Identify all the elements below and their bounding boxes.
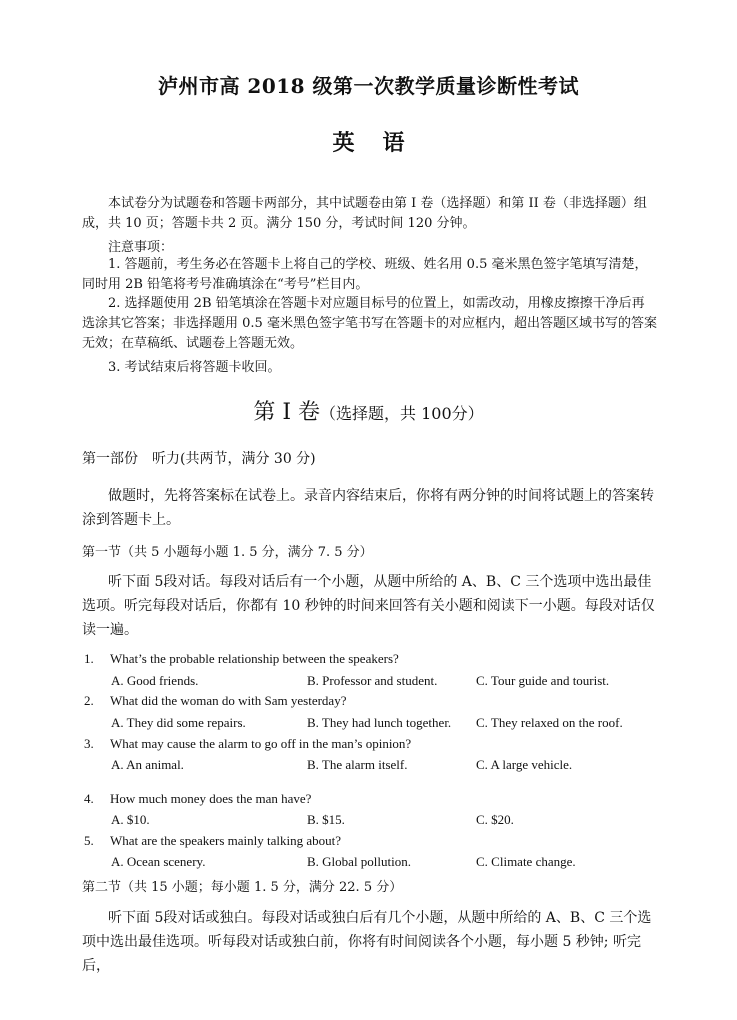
option-b: B. The alarm itself. (307, 757, 408, 772)
question-number: 2. (84, 693, 94, 708)
option-a: A. $10. (111, 812, 150, 827)
option-a: A. An animal. (111, 757, 184, 772)
question-number: 1. (84, 651, 94, 666)
question-text: What may cause the alarm to go off in the man’s opinion? (110, 736, 412, 751)
option-b: B. Global pollution. (307, 854, 411, 869)
option-a: A. Good friends. (111, 673, 199, 688)
option-b: B. Professor and student. (307, 673, 438, 688)
section2-title: 第二节（共 15 小题；每小题 1. 5 分，满分 22. 5 分） (82, 880, 403, 895)
option-c: C. They relaxed on the roof. (476, 715, 623, 730)
part-title: 第一部份 听力(共两节，满分 30 分) (82, 451, 316, 467)
option-c: C. Climate change. (476, 854, 576, 869)
notice-label: 注意事项： (108, 240, 174, 255)
notice-item-2: 2. 选择题使用 2B 铅笔填涂在答题卡对应题目标号的位置上，如需改动，用橡皮擦擦干净后再选涂其它答案；非选择题用 0.5 毫米黑色签字笔书写在答题卡的对应框内，超出答题区域书写的答案无效；在草稿纸、试题卷上答题无效。 (82, 296, 657, 351)
notice-item-3: 3. 考试结束后将答题卡收回。 (108, 360, 281, 375)
option-b: B. $15. (307, 812, 345, 827)
section1-title: 第一节（共 5 小题每小题 1. 5 分，满分 7. 5 分） (82, 545, 373, 560)
question-text: What did the woman do with Sam yesterday? (110, 693, 347, 708)
section-title (0, 395, 737, 426)
subject-heading: 英语 (332, 130, 433, 156)
option-a: A. They did some repairs. (111, 715, 246, 730)
question-text: How much money does the man have? (110, 791, 312, 806)
section-title-main: 第 I 卷 (253, 400, 321, 425)
question-number: 3. (84, 736, 94, 751)
section-title-sub: （选择题，共 100分） (320, 404, 484, 423)
question-text: What are the speakers mainly talking about? (110, 833, 342, 848)
option-c: C. $20. (476, 812, 514, 827)
section2-instruction: 听下面 5段对话或独白。每段对话或独白后有几个小题，从题中所给的 A、B、C 三个选项中选出最佳选项。听每段对话或独白前，你将有时间阅读各个小题，每小题 5 秒钟; 听完后， (82, 910, 652, 974)
question-text: What’s the probable relationship between the speakers? (110, 651, 399, 666)
option-a: A. Ocean scenery. (111, 854, 206, 869)
intro-paragraph: 本试卷分为试题卷和答题卡两部分，其中试题卷由第 I 卷（选择题）和第 II 卷（非选择题）组成，共 10 页；答题卡共 2 页。满分 150 分，考试时间 120 分钟。 (82, 196, 647, 231)
notice-item-1: 1. 答题前，考生务必在答题卡上将自己的学校、班级、姓名用 0.5 毫米黑色签字笔填写清楚，同时用 2B 铅笔将考号准确填涂在“考号”栏目内。 (82, 257, 648, 292)
option-b: B. They had lunch together. (307, 715, 452, 730)
question-number: 4. (84, 791, 94, 806)
section1-instruction: 听下面 5段对话。每段对话后有一个小题，从题中所给的 A、B、C 三个选项中选出最佳选项。听完每段对话后，你都有 10 秒钟的时间来回答有关小题和阅读下一小题。每段对话仅读一遍。 (82, 574, 655, 638)
question-number: 5. (84, 833, 94, 848)
option-c: C. Tour guide and tourist. (476, 673, 610, 688)
exam-title: 泸州市高 2018 级第一次教学质量诊断性考试 (157, 74, 580, 98)
option-c: C. A large vehicle. (476, 757, 573, 772)
part-instruction: 做题时，先将答案标在试卷上。录音内容结束后，你将有两分钟的时间将试题上的答案转涂到答题卡上。 (82, 488, 654, 528)
